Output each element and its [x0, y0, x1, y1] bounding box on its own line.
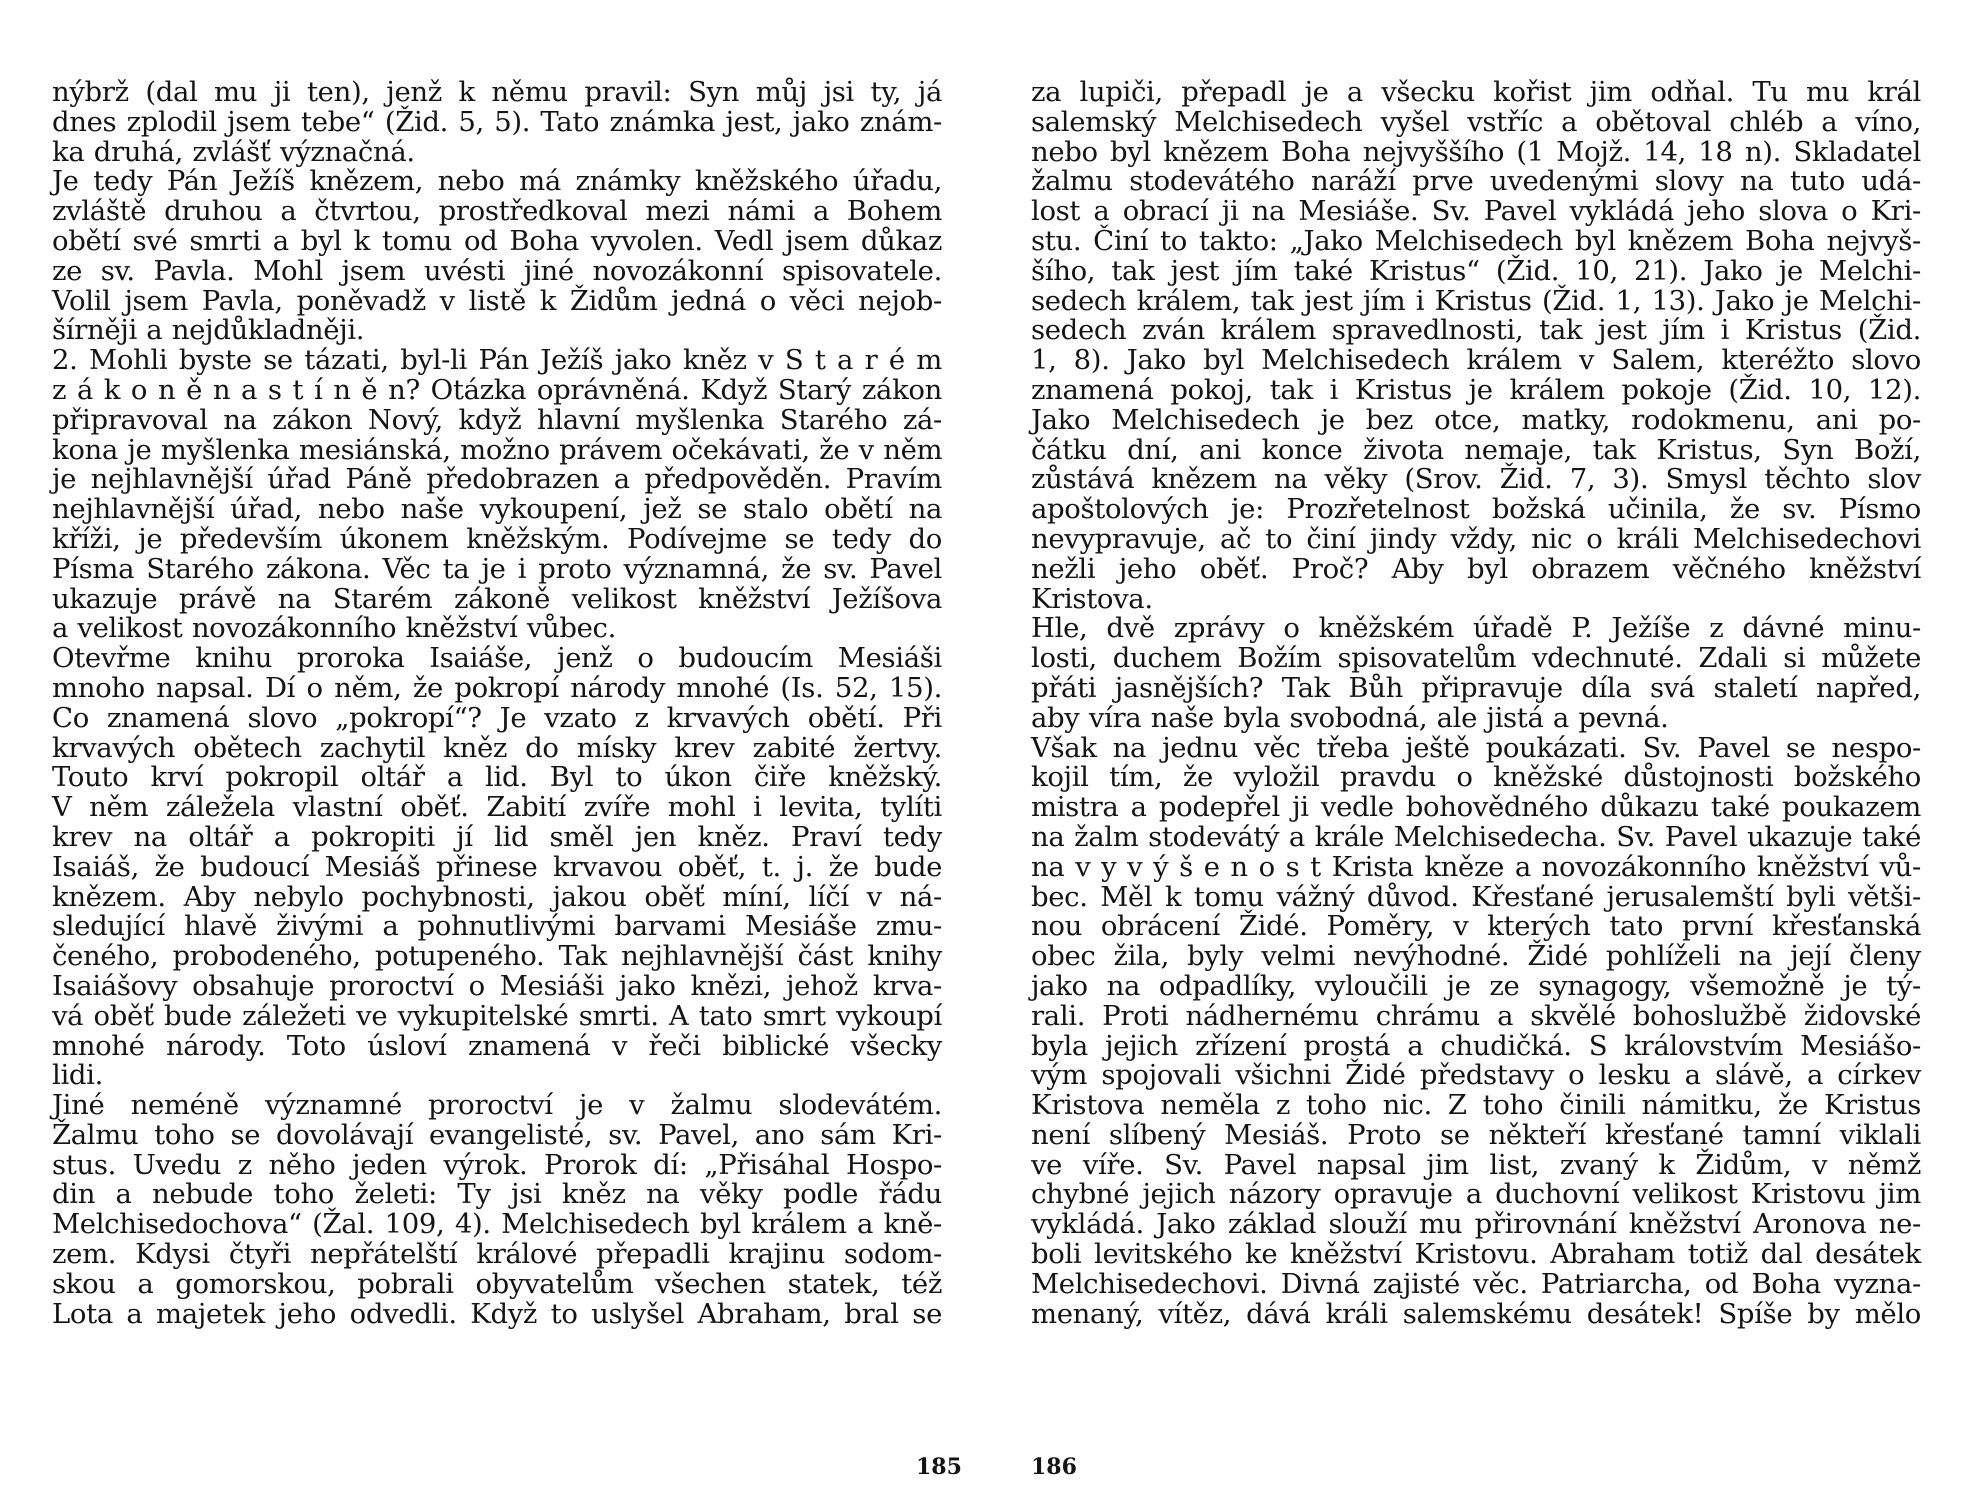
- text-line: Kristova neměla z toho nic. Z toho činili námitku, že Kristus: [1031, 1089, 1921, 1122]
- text-line: znamená pokoj, tak i Kristus je králem pokoje (Žid. 10, 12).: [1031, 373, 1921, 406]
- text-line: je nejhlavnější úřad Páně předobrazen a předpověděn. Pravím: [52, 463, 942, 496]
- text-line: přáti jasnějších? Tak Bůh připravuje díla svá staletí napřed,: [1031, 671, 1921, 704]
- text-line: krvavých obětech zachytil kněz do mísky krev zabité žertvy.: [52, 731, 942, 764]
- text-line: šírněji a nejdůkladněji.: [52, 314, 365, 347]
- text-line: z á k o n ě n a s t í n ě n? Otázka oprávněná. Když Starý zákon: [52, 373, 942, 406]
- text-line: bec. Měl k tomu vážný důvod. Křesťané jerusalemští byli větši-: [1031, 880, 1921, 913]
- text-line: nou obrácení Židé. Poměry, v kterých tato první křesťanská: [1031, 910, 1921, 943]
- text-line: aby víra naše byla svobodná, ale jistá a pevná.: [1031, 701, 1669, 734]
- right-page-text: [1031, 78, 1921, 1329]
- text-line: na žalm stodevátý a krále Melchisedecha. Sv. Pavel ukazuje také: [1031, 820, 1921, 853]
- text-line: knězem. Aby nebylo pochybnosti, jakou oběť míní, líčí v ná-: [52, 880, 942, 913]
- left-page-text: [52, 78, 942, 1329]
- text-line: 2. Mohli byste se tázati, byl-li Pán Ježíš jako kněz v S t a r é m: [52, 344, 942, 377]
- text-line: žalmu stodevátého naráží prve uvedenými slovy na tuto udá-: [1031, 165, 1921, 198]
- text-line: salemský Melchisedech vyšel vstříc a obětoval chléb a víno,: [1031, 105, 1921, 138]
- text-line: Isaiáš, že budoucí Mesiáš přinese krvavou oběť, t. j. že bude: [52, 850, 942, 883]
- text-line: ze sv. Pavla. Mohl jsem uvésti jiné novozákonní spisovatele.: [52, 254, 942, 287]
- text-line: nebo byl knězem Boha nejvyššího (1 Mojž. 14, 18 n). Skladatel: [1031, 135, 1921, 168]
- text-line: mistra a podepřel ji vedle bohovědného důkazu také poukazem: [1031, 791, 1921, 824]
- text-line: za lupiči, přepadl je a všecku kořist jim odňal. Tu mu král: [1031, 76, 1921, 108]
- text-line: vykládá. Jako základ slouží mu přirovnání kněžství Aronova ne-: [1031, 1208, 1921, 1241]
- text-line: Otevřme knihu proroka Isaiáše, jenž o budoucím Mesiáši: [52, 642, 942, 675]
- text-line: ve víře. Sv. Pavel napsal jim list, zvaný k Židům, v němž: [1031, 1148, 1921, 1181]
- text-line: din a nebude toho želeti: Ty jsi kněz na věky podle řádu: [52, 1178, 942, 1211]
- text-line: zem. Kdysi čtyři nepřátelští králové přepadli krajinu sodom-: [52, 1238, 942, 1271]
- text-line: připravoval na zákon Nový, když hlavní myšlenka Starého zá-: [52, 403, 942, 436]
- text-line: vá oběť bude záležeti ve vykupitelské smrti. A tato smrt vykoupí: [52, 999, 942, 1032]
- text-line: Kristova.: [1031, 582, 1153, 615]
- text-line: Je tedy Pán Ježíš knězem, nebo má známky kněžského úřadu,: [52, 165, 942, 198]
- text-line: a velikost novozákonního kněžství vůbec.: [52, 612, 616, 645]
- text-line: Však na jednu věc třeba ještě poukázati. Sv. Pavel se nespo-: [1031, 731, 1921, 764]
- text-line: ka druhá, zvlášť význačná.: [52, 135, 415, 168]
- text-line: kona je myšlenka mesiánská, možno právem očekávati, že v něm: [52, 433, 943, 466]
- text-line: Žalmu toho se dovolávají evangelisté, sv. Pavel, ano sám Kri-: [52, 1118, 942, 1151]
- text-line: Melchisedochova“ (Žal. 109, 4). Melchisedech byl králem a kně-: [52, 1208, 942, 1241]
- text-line: jako na odpadlíky, vyloučili je ze synagogy, všemožně je tý-: [1031, 969, 1921, 1002]
- text-line: Volil jsem Pavla, poněvadž v listě k Židům jedná o věci nejob-: [52, 284, 942, 317]
- text-line: apoštolových je: Prozřetelnost božská učinila, že sv. Písmo: [1031, 493, 1921, 526]
- text-line: boli levitského ke kněžství Kristovu. Abraham totiž dal desátek: [1031, 1238, 1921, 1271]
- text-line: lidi.: [52, 1059, 103, 1092]
- text-line: čátku dní, ani konce života nemaje, tak Kristus, Syn Boží,: [1031, 433, 1921, 466]
- text-line: dnes zplodil jsem tebe“ (Žid. 5, 5). Tato známka jest, jako znám-: [52, 105, 942, 138]
- text-line: vým spojovali všichni Židé představy o lesku a slávě, a církev: [1031, 1059, 1921, 1092]
- text-line: Co znamená slovo „pokropí“? Je vzato z krvavých obětí. Při: [52, 701, 942, 734]
- text-line: krev na oltář a pokropiti jí lid směl jen kněz. Praví tedy: [52, 820, 942, 853]
- text-line: mnohé národy. Toto úsloví znamená v řeči biblické všecky: [52, 1029, 942, 1062]
- text-line: obec žila, byly velmi nevýhodné. Židé pohlíželi na její členy: [1031, 940, 1921, 973]
- text-line: Touto krví pokropil oltář a lid. Byl to úkon čiře kněžský.: [52, 761, 942, 794]
- text-line: Jako Melchisedech je bez otce, matky, rodokmenu, ani po-: [1031, 403, 1921, 436]
- text-line: byla jejich zřízení prostá a chudičká. S královstvím Mesiášo-: [1031, 1029, 1921, 1062]
- text-line: nevypravuje, ač to činí jindy vždy, nic o králi Melchisedechovi: [1031, 522, 1921, 555]
- text-line: sedech zván králem spravedlnosti, tak jest jím i Kristus (Žid.: [1031, 314, 1921, 347]
- text-line: 1, 8). Jako byl Melchisedech králem v Salem, kteréžto slovo: [1031, 344, 1921, 377]
- text-line: stus. Uvedu z něho jeden výrok. Prorok dí: „Přisáhal Hospo-: [52, 1148, 942, 1181]
- text-line: čeného, probodeného, potupeného. Tak nejhlavnější část knihy: [52, 940, 942, 973]
- text-line: není slíbený Mesiáš. Proto se někteří křesťané tamní viklali: [1031, 1118, 1921, 1151]
- text-line: nežli jeho oběť. Proč? Aby byl obrazem věčného kněžství: [1031, 552, 1921, 585]
- text-line: obětí své smrti a byl k tomu od Boha vyvolen. Vedl jsem důkaz: [52, 224, 942, 257]
- text-line: Lota a majetek jeho odvedli. Když to uslyšel Abraham, bral se: [52, 1297, 942, 1330]
- text-line: mnoho napsal. Dí o něm, že pokropí národy mnohé (Is. 52, 15).: [52, 671, 942, 704]
- text-line: šího, tak jest jím také Kristus“ (Žid. 10, 21). Jako je Melchi-: [1031, 254, 1921, 287]
- text-line: kříži, je především úkonem kněžským. Podívejme se tedy do: [52, 522, 942, 555]
- text-line: lost a obrací ji na Mesiáše. Sv. Pavel vykládá jeho slova o Kri-: [1031, 195, 1921, 228]
- text-line: nýbrž (dal mu ji ten), jenž k němu pravil: Syn můj jsi ty, já: [52, 76, 942, 108]
- text-line: kojil tím, že vyložil pravdu o kněžské důstojnosti božského: [1031, 761, 1921, 794]
- text-line: rali. Proti nádhernému chrámu a skvělé bohoslužbě židovské: [1031, 999, 1921, 1032]
- text-line: V něm záležela vlastní oběť. Zabití zvíře mohl i levita, tylíti: [52, 791, 942, 824]
- text-line: na v y v ý š e n o s t Krista kněze a novozákonního kněžství vů-: [1031, 850, 1921, 883]
- text-line: Melchisedechovi. Divná zajisté věc. Patriarcha, od Boha vyzna-: [1031, 1267, 1921, 1300]
- text-line: sledující hlavě živými a pohnutlivými barvami Mesiáše zmu-: [52, 910, 942, 943]
- text-line: zvláště druhou a čtvrtou, prostředkoval mezi námi a Bohem: [52, 195, 942, 228]
- text-line: menaný, vítěz, dává králi salemskému desátek! Spíše by mělo: [1031, 1297, 1921, 1330]
- text-line: sedech králem, tak jest jím i Kristus (Žid. 1, 13). Jako je Melchi-: [1031, 284, 1921, 317]
- text-line: Hle, dvě zprávy o kněžském úřadě P. Ježíše z dávné minu-: [1031, 612, 1921, 645]
- text-line: Jiné neméně významné proroctví je v žalmu slodevátém.: [52, 1089, 942, 1122]
- text-line: nejhlavnější úřad, nebo naše vykoupení, jež se stalo obětí na: [52, 493, 942, 526]
- page-number-right: 186: [1031, 1454, 1077, 1480]
- text-line: Isaiášovy obsahuje proroctví o Mesiáši jako knězi, jehož krva-: [52, 969, 942, 1002]
- text-line: zůstává knězem na věky (Srov. Žid. 7, 3). Smysl těchto slov: [1031, 463, 1921, 496]
- text-line: losti, duchem Božím spisovatelům vdechnuté. Zdali si můžete: [1031, 642, 1921, 675]
- page-number-left: 185: [916, 1454, 962, 1480]
- text-line: stu. Činí to takto: „Jako Melchisedech byl knězem Boha nejvyš-: [1031, 224, 1921, 257]
- text-line: skou a gomorskou, pobrali obyvatelům všechen statek, též: [52, 1267, 942, 1300]
- text-line: Písma Starého zákona. Věc ta je i proto významná, že sv. Pavel: [52, 552, 942, 585]
- text-line: chybné jejich názory opravuje a duchovní velikost Kristovu jim: [1031, 1178, 1921, 1211]
- text-line: ukazuje právě na Starém zákoně velikost kněžství Ježíšova: [52, 582, 942, 615]
